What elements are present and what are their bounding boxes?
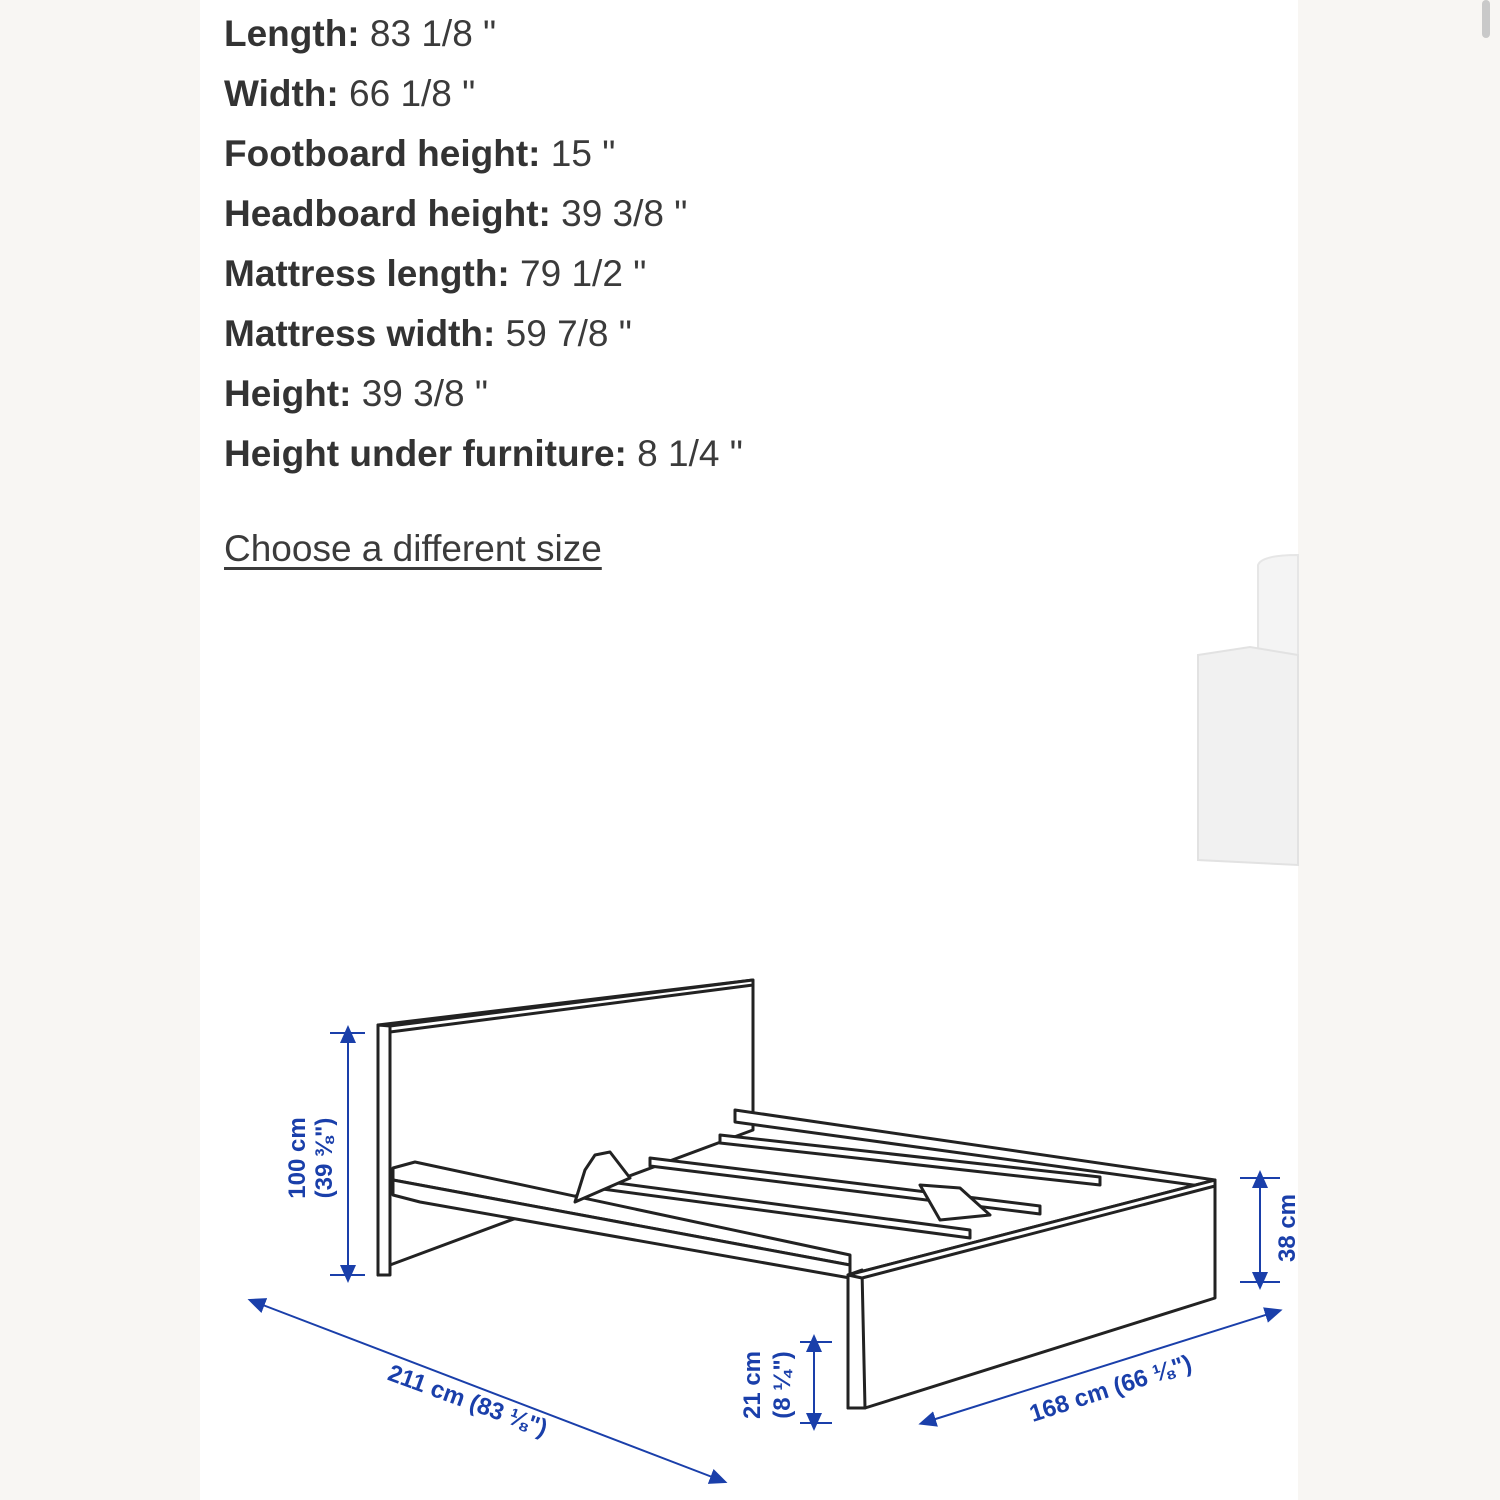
dimension-label: Mattress length: xyxy=(224,253,510,294)
dimension-row xyxy=(224,64,743,124)
dimension-label: Length: xyxy=(224,13,360,54)
under-height-label-in: (8 ¼") xyxy=(769,1351,796,1419)
dimension-value: 79 1/2 " xyxy=(509,253,647,294)
dimension-row xyxy=(224,124,743,184)
dimension-row xyxy=(224,4,743,64)
dimension-label: Height under furniture: xyxy=(224,433,627,474)
dimension-row xyxy=(224,424,743,484)
bed-diagram xyxy=(200,930,1301,1500)
height-label-in: (39 ⅜") xyxy=(311,1117,338,1199)
scrollbar[interactable] xyxy=(1482,0,1490,38)
length-label: 211 cm (83 ⅛") xyxy=(384,1359,551,1443)
footboard-height-label: 38 cm xyxy=(1274,1193,1301,1263)
dimension-value: 8 1/4 " xyxy=(626,433,743,474)
product-page xyxy=(200,0,1301,1500)
dimension-value: 66 1/8 " xyxy=(338,73,476,114)
under-height-label-cm: 21 cm xyxy=(739,1350,766,1420)
dimension-row xyxy=(224,244,743,304)
width-label: 168 cm (66 ⅛") xyxy=(1026,1349,1196,1428)
dimension-label: Height: xyxy=(224,373,352,414)
height-label-cm: 100 cm xyxy=(284,1117,311,1199)
dimension-label: Width: xyxy=(224,73,339,114)
dimension-row xyxy=(224,364,743,424)
dimension-value: 39 3/8 " xyxy=(351,373,489,414)
dimension-row xyxy=(224,184,743,244)
dimensions-list xyxy=(224,4,743,484)
choose-size-link[interactable]: Choose a different size xyxy=(224,528,602,569)
product-thumbnail[interactable] xyxy=(1196,555,1298,900)
dimension-value: 39 3/8 " xyxy=(550,193,688,234)
dimension-value: 83 1/8 " xyxy=(359,13,497,54)
dimension-value: 59 7/8 " xyxy=(495,313,632,354)
dimension-label: Mattress width: xyxy=(224,313,496,354)
dimension-label: Footboard height: xyxy=(224,133,541,174)
dimension-value: 15 " xyxy=(540,133,616,174)
dimension-row xyxy=(224,304,743,364)
dimension-label: Headboard height: xyxy=(224,193,551,234)
